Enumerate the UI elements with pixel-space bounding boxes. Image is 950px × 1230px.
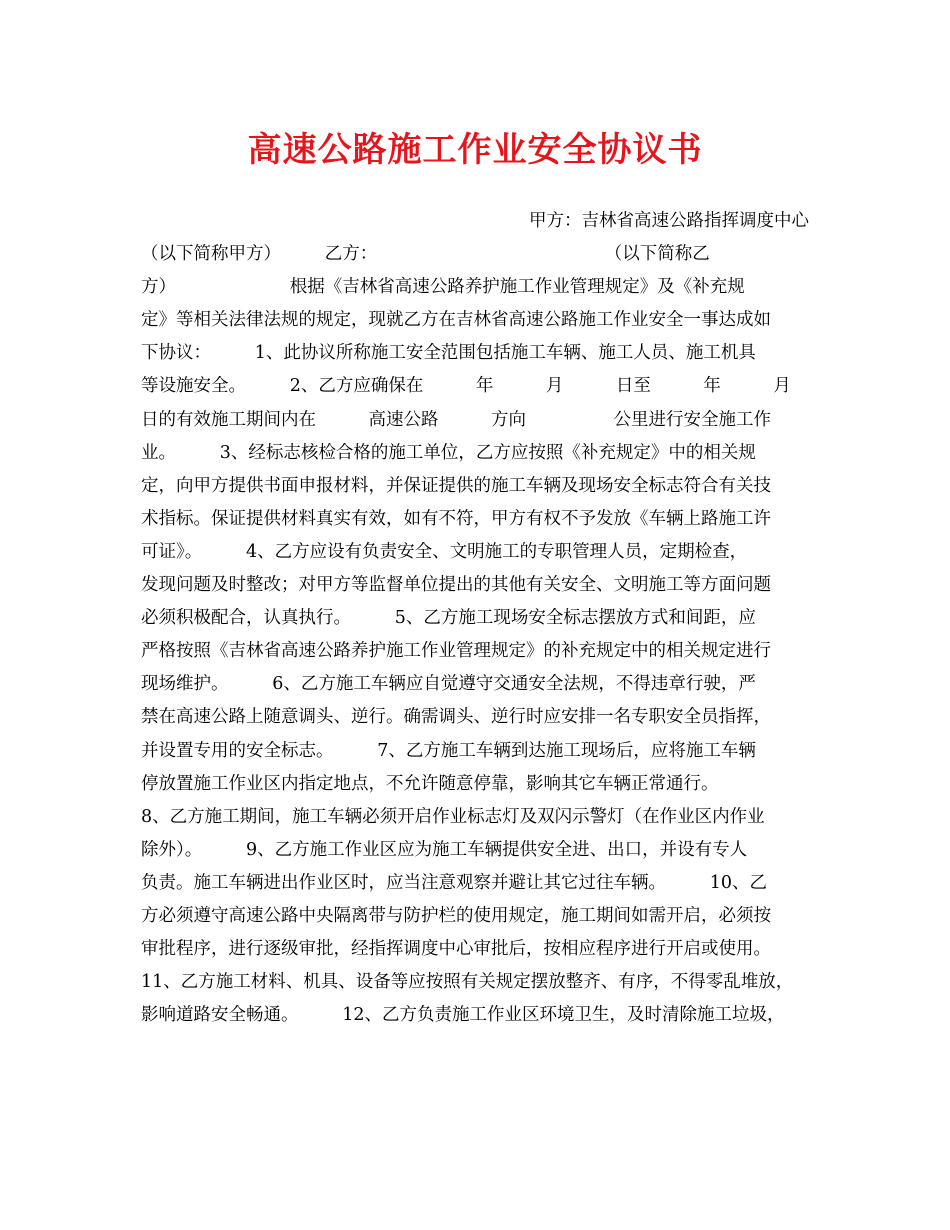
text-line: 等设施安全。 2、乙方应确保在 年 月 日至 年 月 xyxy=(141,376,791,397)
text-line: 术指标。保证提供材料真实有效，如有不符，甲方有权不予发放《车辆上路施工许 xyxy=(141,508,771,529)
text-line: 业。 3、经标志核检合格的施工单位，乙方应按照《补充规定》中的相关规 xyxy=(141,442,756,463)
text-line: 方） 根据《吉林省高速公路养护施工作业管理规定》及《补充规 xyxy=(141,277,745,298)
text-line: 定，向甲方提供书面申报材料，并保证提供的施工车辆及现场安全标志符合有关技 xyxy=(141,475,771,496)
text-line: 严格按照《吉林省高速公路养护施工作业管理规定》的补充规定中的相关规定进行 xyxy=(141,641,771,662)
text-line: 发现问题及时整改；对甲方等监督单位提出的其他有关安全、文明施工等方面问题 xyxy=(141,575,771,596)
document-title: 高速公路施工作业安全协议书 xyxy=(247,130,703,170)
text-line: 必须积极配合，认真执行。 5、乙方施工现场安全标志摆放方式和间距，应 xyxy=(141,608,756,629)
agreement-body xyxy=(141,205,813,1032)
text-line: 定》等相关法律法规的规定，现就乙方在吉林省高速公路施工作业安全一事达成如 xyxy=(141,310,771,331)
text-line: 负责。施工车辆进出作业区时，应当注意观察并避让其它过往车辆。 10、乙 xyxy=(141,872,768,893)
text-line: （以下简称甲方） 乙方： （以下简称乙 xyxy=(141,244,710,265)
text-line: 下协议： 1、此协议所称施工安全范围包括施工车辆、施工人员、施工机具 xyxy=(141,343,756,364)
text-line: 可证》。 4、乙方应设有负责安全、文明施工的专职管理人员，定期检查， xyxy=(141,541,748,562)
party-a-line: 甲方：吉林省高速公路指挥调度中心 xyxy=(529,211,809,231)
text-line: 影响道路安全畅通。 12、乙方负责施工作业区环境卫生，及时清除施工垃圾， xyxy=(141,1005,785,1026)
text-line: 审批程序，进行逐级审批，经指挥调度中心审批后，按相应程序进行开启或使用。 xyxy=(141,939,771,960)
text-line: 除外）。 9、乙方施工作业区应为施工车辆提供安全进、出口，并设有专人 xyxy=(141,839,748,860)
text-line: 方必须遵守高速公路中央隔离带与防护栏的使用规定，施工期间如需开启，必须按 xyxy=(141,905,771,926)
text-line: 8、乙方施工期间，施工车辆必须开启作业标志灯及双闪示警灯（在作业区内作业 xyxy=(141,806,765,827)
text-line: 现场维护。 6、乙方施工车辆应自觉遵守交通安全法规，不得违章行驶，严 xyxy=(141,674,756,695)
text-line: 停放置施工作业区内指定地点，不允许随意停靠，影响其它车辆正常通行。 xyxy=(141,773,719,794)
text-line: 11、乙方施工材料、机具、设备等应按照有关规定摆放整齐、有序，不得零乱堆放， xyxy=(141,972,794,993)
text-line: 禁在高速公路上随意调头、逆行。确需调头、逆行时应安排一名专职安全员指挥， xyxy=(141,707,771,728)
text-line: 并设置专用的安全标志。 7、乙方施工车辆到达施工现场后，应将施工车辆 xyxy=(141,740,756,761)
text-line: 日的有效施工期间内在 高速公路 方向 公里进行安全施工作 xyxy=(141,409,771,430)
